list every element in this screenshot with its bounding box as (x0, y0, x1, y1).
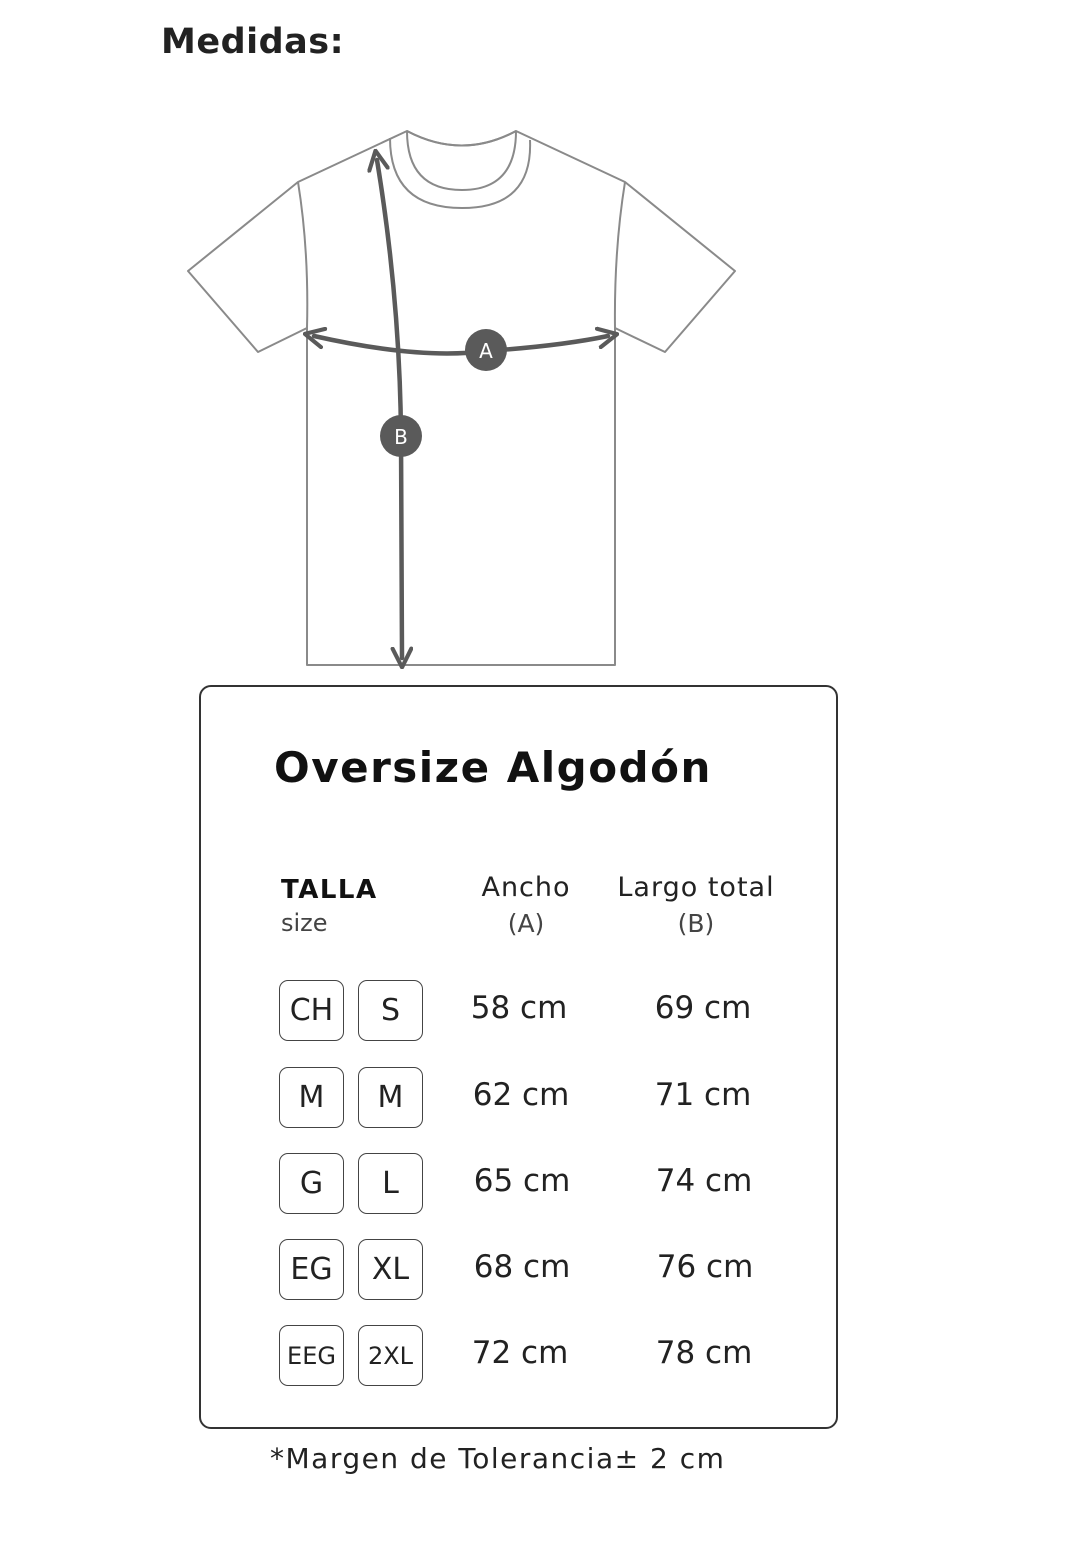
length-header-main: Largo total (617, 872, 775, 903)
length-arrow-icon (377, 160, 402, 658)
size-us-badge: XL (358, 1239, 423, 1300)
length-value: 69 cm (654, 990, 752, 1026)
table-row (201, 980, 836, 1042)
size-column-header (281, 875, 378, 937)
table-row (201, 1325, 836, 1387)
width-header-sub: (A) (507, 909, 545, 938)
width-value: 68 cm (473, 1249, 571, 1285)
tolerance-note: *Margen de Tolerancia± 2 cm (270, 1442, 726, 1475)
width-value: 58 cm (470, 990, 568, 1026)
length-value: 78 cm (655, 1335, 753, 1371)
table-row (201, 1067, 836, 1129)
size-mx-badge: M (279, 1067, 344, 1128)
length-value: 76 cm (656, 1249, 754, 1285)
size-mx-badge: EEG (279, 1325, 344, 1386)
width-arrow-icon (314, 336, 608, 353)
badge-b (380, 415, 422, 457)
svg-text:B: B (394, 425, 408, 449)
collar-top-icon (407, 131, 516, 146)
width-header-main: Ancho (481, 872, 571, 903)
tshirt-measurement-diagram (0, 0, 1088, 680)
length-header-sub: (B) (677, 909, 715, 938)
size-us-badge: L (358, 1153, 423, 1214)
size-us-badge: S (358, 980, 423, 1041)
tshirt-outline-icon (188, 131, 735, 665)
size-us-badge: 2XL (358, 1325, 423, 1386)
size-mx-badge: CH (279, 980, 344, 1041)
length-column-header (606, 872, 786, 938)
collar-inner-icon (407, 131, 516, 190)
size-mx-badge: EG (279, 1239, 344, 1300)
length-value: 71 cm (654, 1077, 752, 1113)
width-value: 62 cm (472, 1077, 570, 1113)
width-value: 65 cm (473, 1163, 571, 1199)
shoulder-seam-left-icon (298, 182, 307, 328)
badge-a (465, 329, 507, 371)
width-column-header (436, 872, 616, 938)
svg-text:A: A (479, 339, 493, 363)
size-mx-badge: G (279, 1153, 344, 1214)
size-chart-title: Oversize Algodón (274, 743, 712, 792)
size-us-badge: M (358, 1067, 423, 1128)
size-chart-card (199, 685, 838, 1429)
size-header-main: TALLA (281, 875, 378, 905)
table-row (201, 1153, 836, 1215)
size-header-sub: size (281, 909, 328, 937)
shoulder-seam-right-icon (615, 182, 625, 328)
width-value: 72 cm (471, 1335, 569, 1371)
table-row (201, 1239, 836, 1301)
length-value: 74 cm (655, 1163, 753, 1199)
collar-outer-icon (390, 138, 530, 208)
page-title: Medidas: (161, 22, 345, 62)
